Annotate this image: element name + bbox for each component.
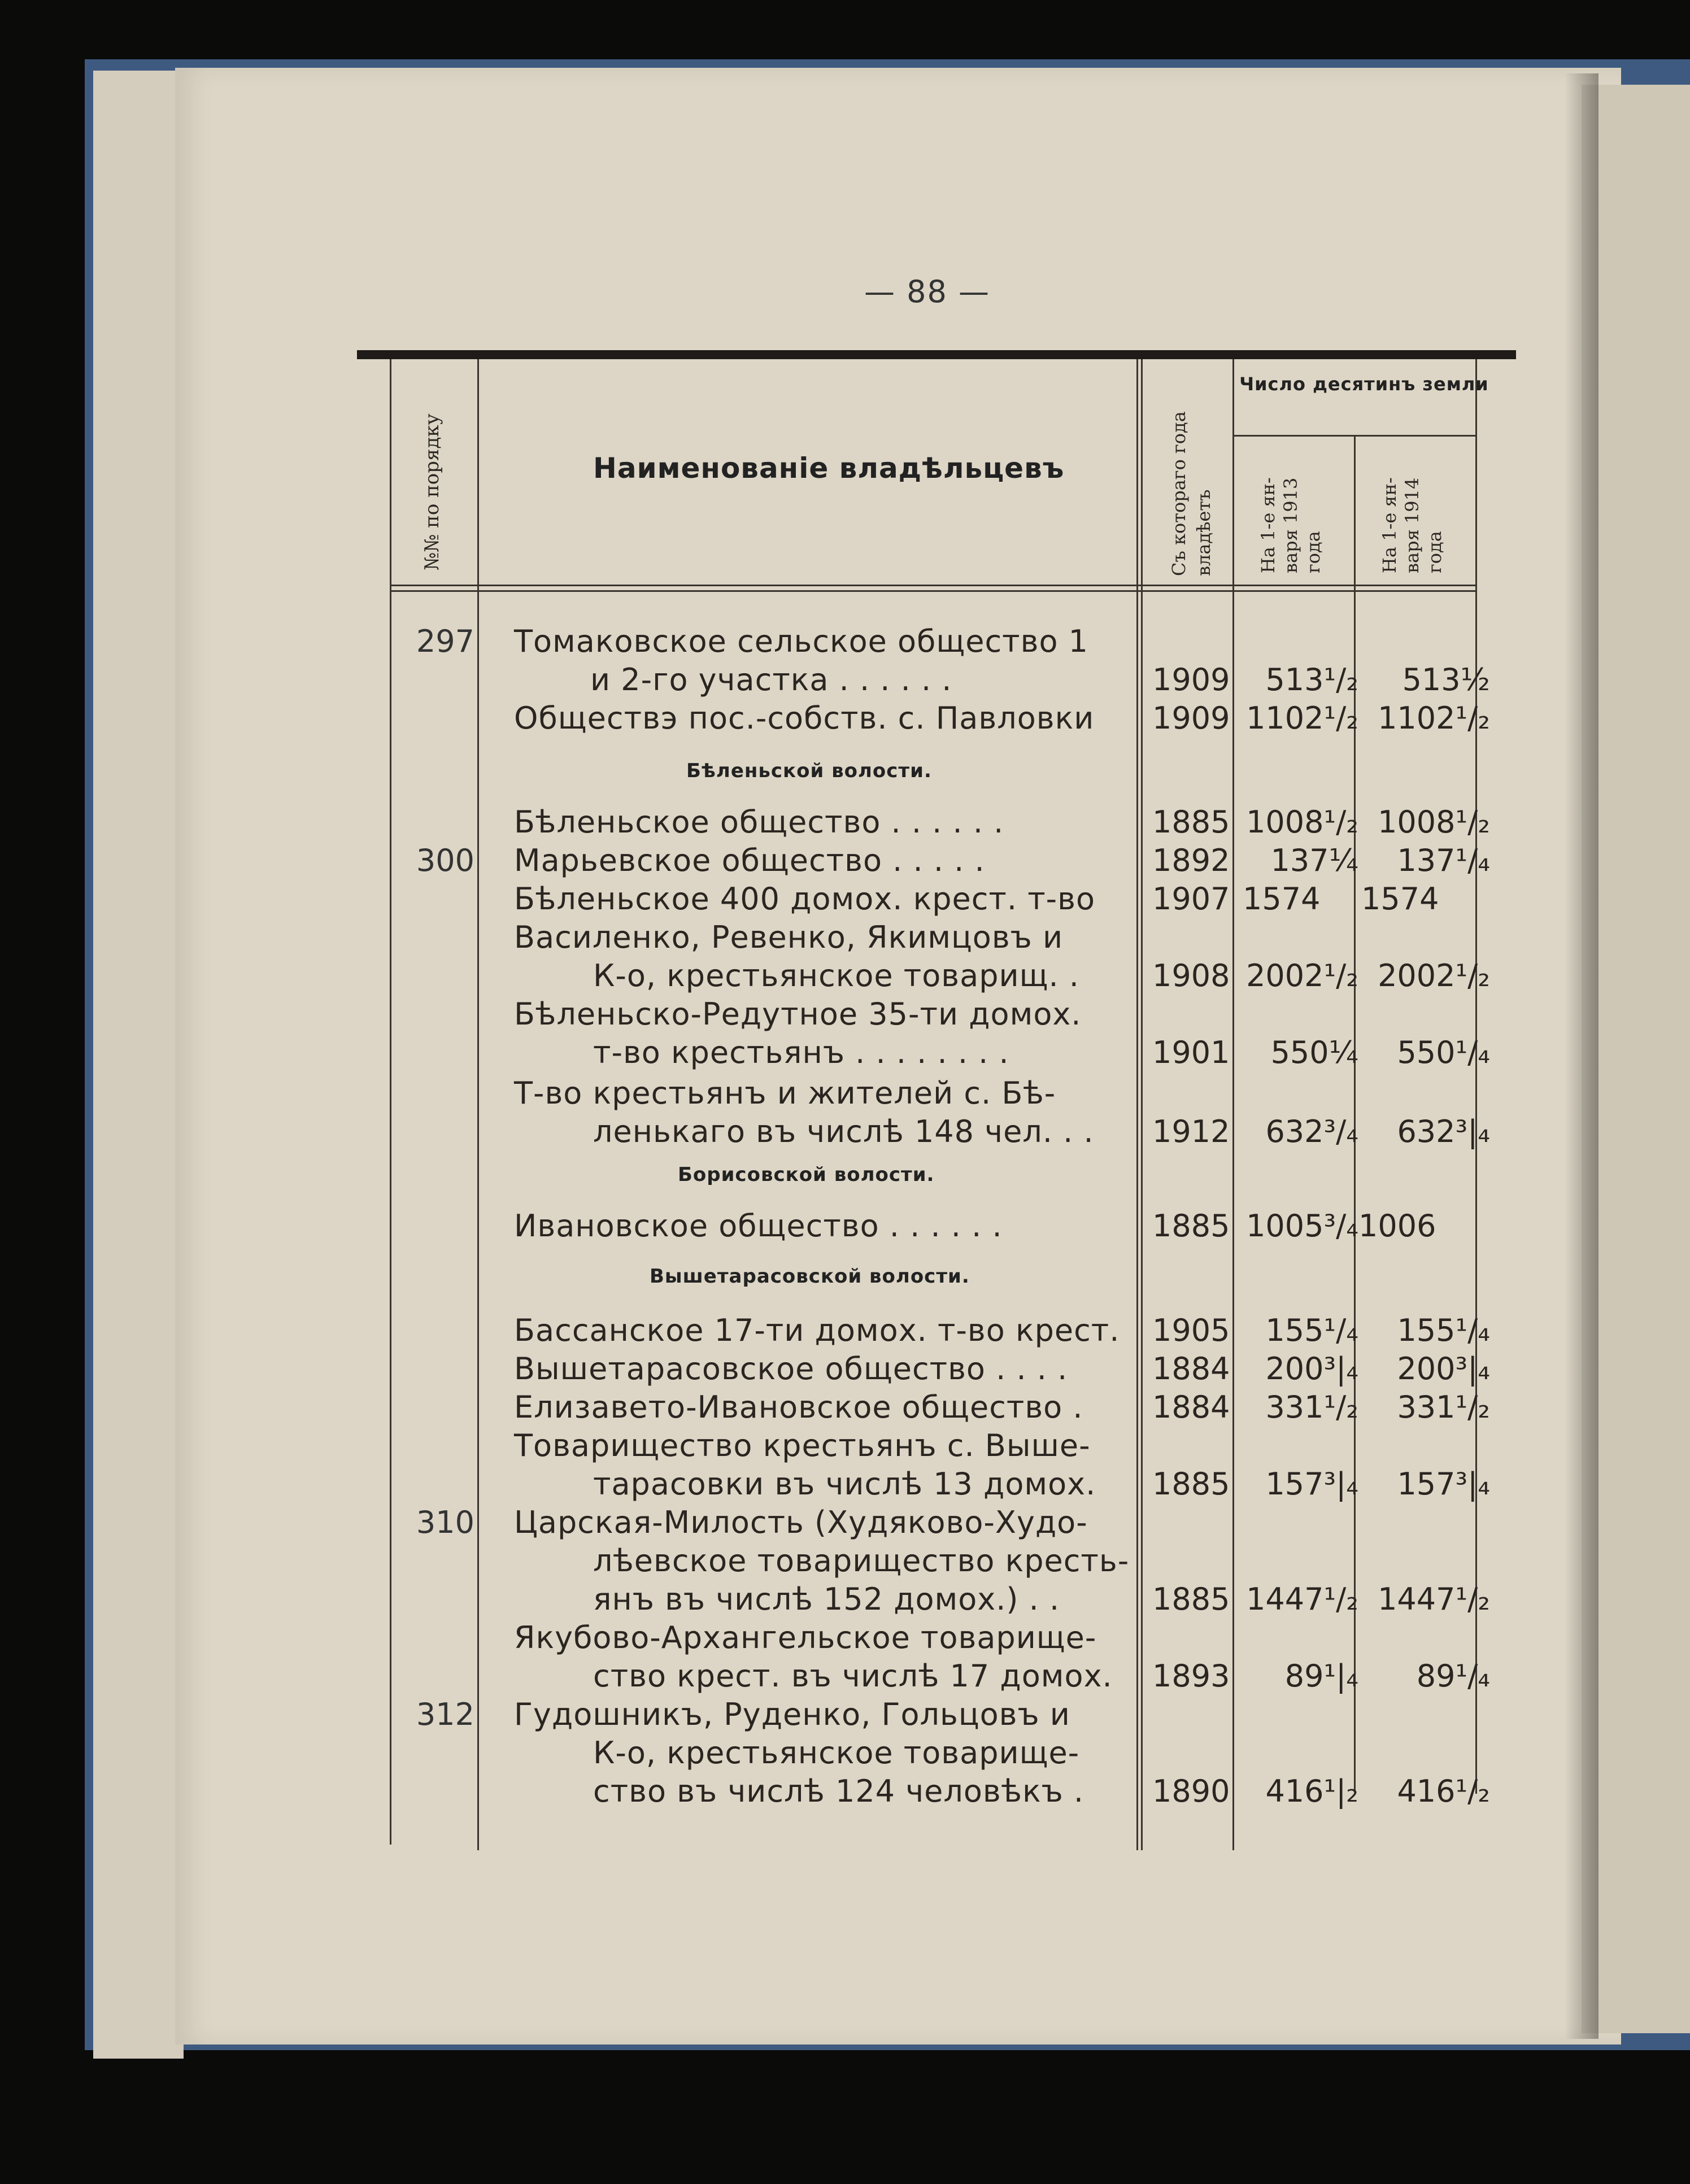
section-heading: Борисовской волости. (678, 1163, 935, 1186)
year: 1885 (1152, 1466, 1230, 1502)
spine-shadow (1565, 73, 1598, 2039)
area-1913: 1008¹/₂ (1246, 804, 1358, 840)
header-bottom-rule (390, 590, 1475, 592)
year: 1885 (1152, 1208, 1230, 1244)
owner-name-cont: ство въ числѣ 124 человѣкъ . (593, 1773, 1084, 1809)
area-1914: 1447¹/₂ (1378, 1581, 1490, 1617)
year: 1909 (1152, 700, 1230, 736)
area-1913: 137¼ (1270, 843, 1358, 878)
owner-name-cont: янъ въ числѣ 152 домох.) . . (593, 1581, 1060, 1617)
column-divider (1141, 359, 1143, 1850)
row-number: 300 (416, 843, 474, 878)
header-land-group: Число десятинъ земли (1239, 373, 1489, 395)
owner-name-cont: К-о, крестьянское товарищ. . (593, 958, 1079, 993)
owner-name-cont: тарасовки въ числѣ 13 домох. (593, 1466, 1096, 1502)
owner-name: Якубово-Архангельское товарище- (514, 1620, 1097, 1655)
area-1913: 89¹|₄ (1284, 1658, 1358, 1694)
owner-name-cont: т-во крестьянъ . . . . . . . . (593, 1035, 1009, 1070)
area-1914: 137¹/₄ (1397, 843, 1490, 878)
area-1914: 1006 (1358, 1208, 1436, 1244)
row-number: 297 (416, 624, 474, 659)
area-1913: 550¼ (1270, 1035, 1358, 1070)
table-left-border (390, 359, 391, 1845)
owner-name-cont: ство крест. въ числѣ 17 домох. (593, 1658, 1113, 1694)
column-divider (477, 359, 479, 1850)
year: 1909 (1152, 662, 1230, 698)
owner-name: Царская-Милость (Худяково-Худо- (514, 1505, 1088, 1540)
header-col-number: №№ по порядку (421, 413, 443, 570)
area-1913: 157³|₄ (1265, 1466, 1358, 1502)
year: 1901 (1152, 1035, 1230, 1070)
owner-name: Гудошникъ, Руденко, Гольцовъ и (514, 1697, 1070, 1732)
column-divider (1232, 359, 1234, 1850)
page-number: — 88 — (864, 274, 991, 309)
owner-name: Василенко, Ревенко, Якимцовъ и (514, 919, 1064, 955)
year: 1905 (1152, 1313, 1230, 1348)
owner-name: Т-во крестьянъ и жителей с. Бѣ- (514, 1075, 1056, 1111)
area-1913: 155¹/₄ (1265, 1313, 1358, 1348)
owner-name: Бѣленьско-Редутное 35-ти домох. (514, 996, 1082, 1032)
owner-name: Бассанское 17-ти домох. т-во крест. (514, 1313, 1120, 1348)
year: 1892 (1152, 843, 1230, 878)
area-1914: 416¹/₂ (1397, 1773, 1490, 1809)
owner-name: Елизавето-Ивановское общество . (514, 1389, 1083, 1425)
owner-name-cont: ленькаго въ числѣ 148 чел. . . (593, 1114, 1094, 1149)
year: 1885 (1152, 1581, 1230, 1617)
year: 1884 (1152, 1351, 1230, 1387)
area-1913: 416¹|₂ (1265, 1773, 1358, 1809)
area-1913: 2002¹/₂ (1246, 958, 1358, 993)
year: 1907 (1152, 881, 1230, 917)
area-1913: 331¹/₂ (1265, 1389, 1358, 1425)
section-heading: Вышетарасовской волости. (650, 1265, 970, 1288)
area-1913: 632³/₄ (1265, 1114, 1358, 1149)
area-1914: 1008¹/₂ (1378, 804, 1490, 840)
area-1914: 1102¹/₂ (1378, 700, 1490, 736)
area-1913: 513¹/₂ (1265, 662, 1358, 698)
owner-name-cont: и 2-го участка . . . . . . (590, 662, 952, 698)
table-top-rule (357, 350, 1516, 359)
area-1914: 157³|₄ (1397, 1466, 1490, 1502)
year: 1884 (1152, 1389, 1230, 1425)
column-divider (1136, 359, 1138, 1850)
area-1914: 331¹/₂ (1397, 1389, 1490, 1425)
owner-name: Товарищество крестьянъ с. Выше- (514, 1428, 1091, 1463)
area-1914: 1574 (1361, 881, 1439, 917)
owner-name: Бѣленьское 400 домох. крест. т-во (514, 881, 1095, 917)
owner-name: Томаковское сельское общество 1 (514, 624, 1089, 659)
header-divider (1232, 435, 1475, 437)
year: 1893 (1152, 1658, 1230, 1694)
area-1913: 200³|₄ (1265, 1351, 1358, 1387)
owner-name: Вышетарасовское общество . . . . (514, 1351, 1068, 1387)
row-number: 310 (416, 1505, 474, 1540)
year: 1890 (1152, 1773, 1230, 1809)
owner-name: Бѣленьское общество . . . . . . (514, 804, 1004, 840)
area-1914: 632³|₄ (1397, 1114, 1490, 1149)
owner-name-cont: К-о, крестьянское товарище- (593, 1735, 1080, 1771)
section-heading: Бѣленьской волости. (686, 760, 932, 782)
row-number: 312 (416, 1697, 474, 1732)
header-col-1913: На 1-е ян-варя 1913 года (1257, 477, 1324, 573)
year: 1908 (1152, 958, 1230, 993)
area-1914: 550¹/₄ (1397, 1035, 1490, 1070)
area-1914: 89¹/₄ (1416, 1658, 1490, 1694)
page-stack-edge (93, 71, 184, 2059)
table-right-border (1475, 359, 1477, 1794)
owner-name: Ивановское общество . . . . . . (514, 1208, 1003, 1244)
owner-name: Марьевское общество . . . . . (514, 843, 985, 878)
header-col-1914: На 1-е ян-варя 1914 года (1379, 477, 1445, 573)
area-1913: 1447¹/₂ (1246, 1581, 1358, 1617)
header-col-year: Съ котораго года владѣетъ (1168, 411, 1214, 576)
header-col-name: Наименованіе владѣльцевъ (593, 452, 1065, 485)
area-1914: 2002¹/₂ (1378, 958, 1490, 993)
area-1914: 513½ (1402, 662, 1490, 698)
year: 1912 (1152, 1114, 1230, 1149)
area-1913: 1574 (1243, 881, 1321, 917)
header-bottom-rule (390, 585, 1475, 586)
year: 1885 (1152, 804, 1230, 840)
area-1914: 155¹/₄ (1397, 1313, 1490, 1348)
area-1913: 1005³/₄ (1246, 1208, 1358, 1244)
owner-name: Обществэ пос.-собств. с. Павловки (514, 700, 1095, 736)
area-1914: 200³|₄ (1397, 1351, 1490, 1387)
owner-name-cont: лѣевское товарищество кресть- (593, 1543, 1130, 1579)
area-1913: 1102¹/₂ (1246, 700, 1358, 736)
